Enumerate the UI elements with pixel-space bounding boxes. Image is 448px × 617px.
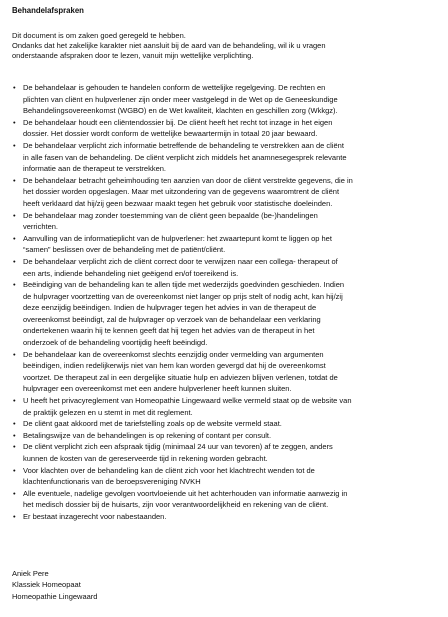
bullet-icon: • — [13, 511, 16, 521]
list-item — [12, 233, 442, 256]
bullet-icon: • — [13, 256, 16, 266]
list-item-line: ondertekenen waarin hij te kennen geeft dat hij tegen het advies van de therapeut in het — [23, 326, 315, 336]
list-item-line: Er bestaat inzagerecht voor nabestaanden. — [23, 511, 167, 521]
list-item — [12, 511, 442, 523]
signature-practice: Homeopathie Lingewaard — [12, 591, 98, 601]
list-item-line: U heeft het privacyreglement van Homeopathie Lingewaard welke vermeld staat op de website van — [23, 396, 352, 406]
list-item-line: deze eenzijdig beëindigen. Indien de hulpvrager tegen het advies in van de therapeut de — [23, 303, 317, 313]
list-item-line: voortzet. De therapeut zal in een dergelijke situatie hulp en adviezen blijven verlenen, totdat de — [23, 372, 338, 382]
list-item-line: Alle eventuele, nadelige gevolgen voortvloeiende uit het achterhouden van informatie aanwezig in — [23, 488, 348, 498]
list-item-line: de praktijk gelezen en u stemt in met dit reglement. — [23, 407, 193, 417]
list-item-line: De behandelaar kan de overeenkomst slechts eenzijdig onder vermelding van argumenten — [23, 349, 324, 359]
bullet-icon: • — [13, 465, 16, 475]
list-item-line: het dossier worden opgeslagen. Maar met uitzondering van de gegevens waaromtrent de cliënt — [23, 187, 340, 197]
intro-line: Dit document is om zaken goed geregeld te hebben. — [12, 31, 186, 40]
list-item-line: overeenkomst beëindigt, zal de hulpvrager op verzoek van de behandelaar een verklaring — [23, 314, 321, 324]
list-item — [12, 465, 442, 488]
bullet-icon: • — [13, 442, 16, 452]
list-item-line: Behandelingsovereenkomst (WGBO) en de Wet kwaliteit, klachten en geschillen zorg (Wkkgz). — [23, 106, 338, 116]
list-item-line: Betalingswijze van de behandelingen is op rekening of contant per consult. — [23, 430, 272, 440]
bullet-icon: • — [13, 140, 16, 150]
list-item-line: verrichten. — [23, 222, 59, 232]
signature-block — [12, 568, 97, 602]
list-item-line: informatie aan de therapeut te verstrekken. — [23, 164, 166, 174]
list-item-line: in alle fasen van de behandeling. De cliënt verplicht zich middels het anamnesegesprek relevante — [23, 152, 347, 162]
list-item — [12, 441, 442, 464]
list-item-line: kunnen de kosten van de gereserveerde tijd in rekening worden gebracht. — [23, 454, 268, 463]
bullet-icon: • — [13, 117, 16, 127]
list-item-line: dossier. Het dossier wordt conform de wettelijke bewaartermijn in totaal 20 jaar bewaard. — [23, 129, 318, 139]
signature-name: Aniek Pere — [12, 569, 49, 578]
list-item-line: onderzoek of de behandeling voortijdig heeft beëindigd. — [23, 338, 208, 348]
bullet-icon: • — [13, 419, 16, 429]
document-title: Behandelafspraken — [12, 6, 84, 15]
bullet-icon: • — [13, 488, 16, 498]
bullet-icon: • — [13, 83, 16, 92]
list-item-line: Aanvulling van de informatieplicht van de hulpverlener: het zwaartepunt komt te liggen op het — [23, 233, 332, 243]
list-item — [12, 82, 442, 117]
intro-line: onderstaande afspraken door te lezen, vanuit mijn wettelijke verplichting. — [12, 51, 254, 61]
list-item-line: De behandelaar verplicht zich informatie betreffende de behandeling te verstrekken aan de cliënt — [23, 140, 344, 150]
list-item-line: De cliënt gaat akkoord met de tariefstelling zoals op de website vermeld staat. — [23, 419, 282, 429]
list-item-line: plichten van cliënt en hulpverlener zijn onder meer vastgelegd in de Wet op de Geneeskundige — [23, 94, 338, 104]
intro-paragraph — [12, 31, 326, 62]
list-item-line: De cliënt verplicht zich een afspraak tijdig (minimaal 24 uur van tevoren) af te zeggen, anders — [23, 442, 333, 452]
list-item-line: beëindigen, indien redelijkerwijs niet van hem kan worden gevergd dat hij de overeenkomst — [23, 361, 326, 371]
list-item — [12, 395, 442, 418]
list-item-line: “samen” beslissen over de behandeling met de patiënt/cliënt. — [23, 245, 226, 255]
list-item-line: de hulpvrager voortzetting van de overeenkomst niet langer op prijs stelt of nodig acht, kan hij/zij — [23, 291, 343, 301]
list-item-line: Beëindiging van de behandeling kan te allen tijde met wederzijds goedvinden geschieden. Indien — [23, 280, 345, 290]
list-item-line: hulpvrager een overeenkomst met een andere hulpverlener heeft kunnen sluiten. — [23, 384, 292, 394]
bullet-icon: • — [13, 396, 16, 406]
list-item-line: De behandelaar houdt een cliëntendossier bij. De cliënt heeft het recht tot inzage in het eigen — [23, 117, 333, 127]
bullet-icon: • — [13, 280, 16, 290]
list-item-line: De behandelaar verplicht zich de cliënt correct door te verwijzen naar een collega- therapeut of — [23, 256, 338, 266]
list-item — [12, 210, 442, 233]
list-item-line: een arts, indiende behandeling niet geëigend en/of toereikend is. — [23, 268, 239, 278]
bullet-icon: • — [13, 210, 16, 220]
bullet-icon: • — [13, 175, 16, 185]
list-item-line: De behandelaar mag zonder toestemming van de cliënt geen bepaalde (be-)handelingen — [23, 210, 318, 220]
bullet-icon: • — [13, 430, 16, 440]
list-item — [12, 430, 442, 442]
list-item — [12, 175, 442, 210]
list-item — [12, 418, 442, 430]
list-item-line: De behandelaar betracht geheimhouding ten aanzien van door de cliënt verstrekte gegevens, die in — [23, 175, 353, 185]
bullet-icon: • — [13, 233, 16, 243]
list-item — [12, 279, 442, 349]
list-item-line: heeft verklaard dat hij/zij geen bezwaar maakt tegen het gebruik voor statistische doeleinden. — [23, 198, 333, 208]
intro-line: Ondanks dat het zakelijke karakter niet aansluit bij de aard van de behandeling, wil ik u vragen — [12, 41, 326, 51]
list-item-line: klachtenfunctionaris van de beroepsvereniging NVKH — [23, 477, 201, 487]
list-item-line: De behandelaar is gehouden te handelen conform de wettelijke regelgeving. De rechten en — [23, 83, 326, 92]
agreements-list — [12, 82, 442, 523]
list-item-line: het medisch dossier bij de huisarts, zijn voor verantwoordelijkheid en rekening van de cliënt. — [23, 500, 329, 510]
bullet-icon: • — [13, 349, 16, 359]
list-item-line: Voor klachten over de behandeling kan de cliënt zich voor het klachtrecht wenden tot de — [23, 465, 315, 475]
list-item — [12, 349, 442, 395]
list-item — [12, 256, 442, 279]
list-item — [12, 488, 442, 511]
list-item — [12, 140, 442, 175]
list-item — [12, 117, 442, 140]
signature-role: Klassiek Homeopaat — [12, 580, 81, 590]
